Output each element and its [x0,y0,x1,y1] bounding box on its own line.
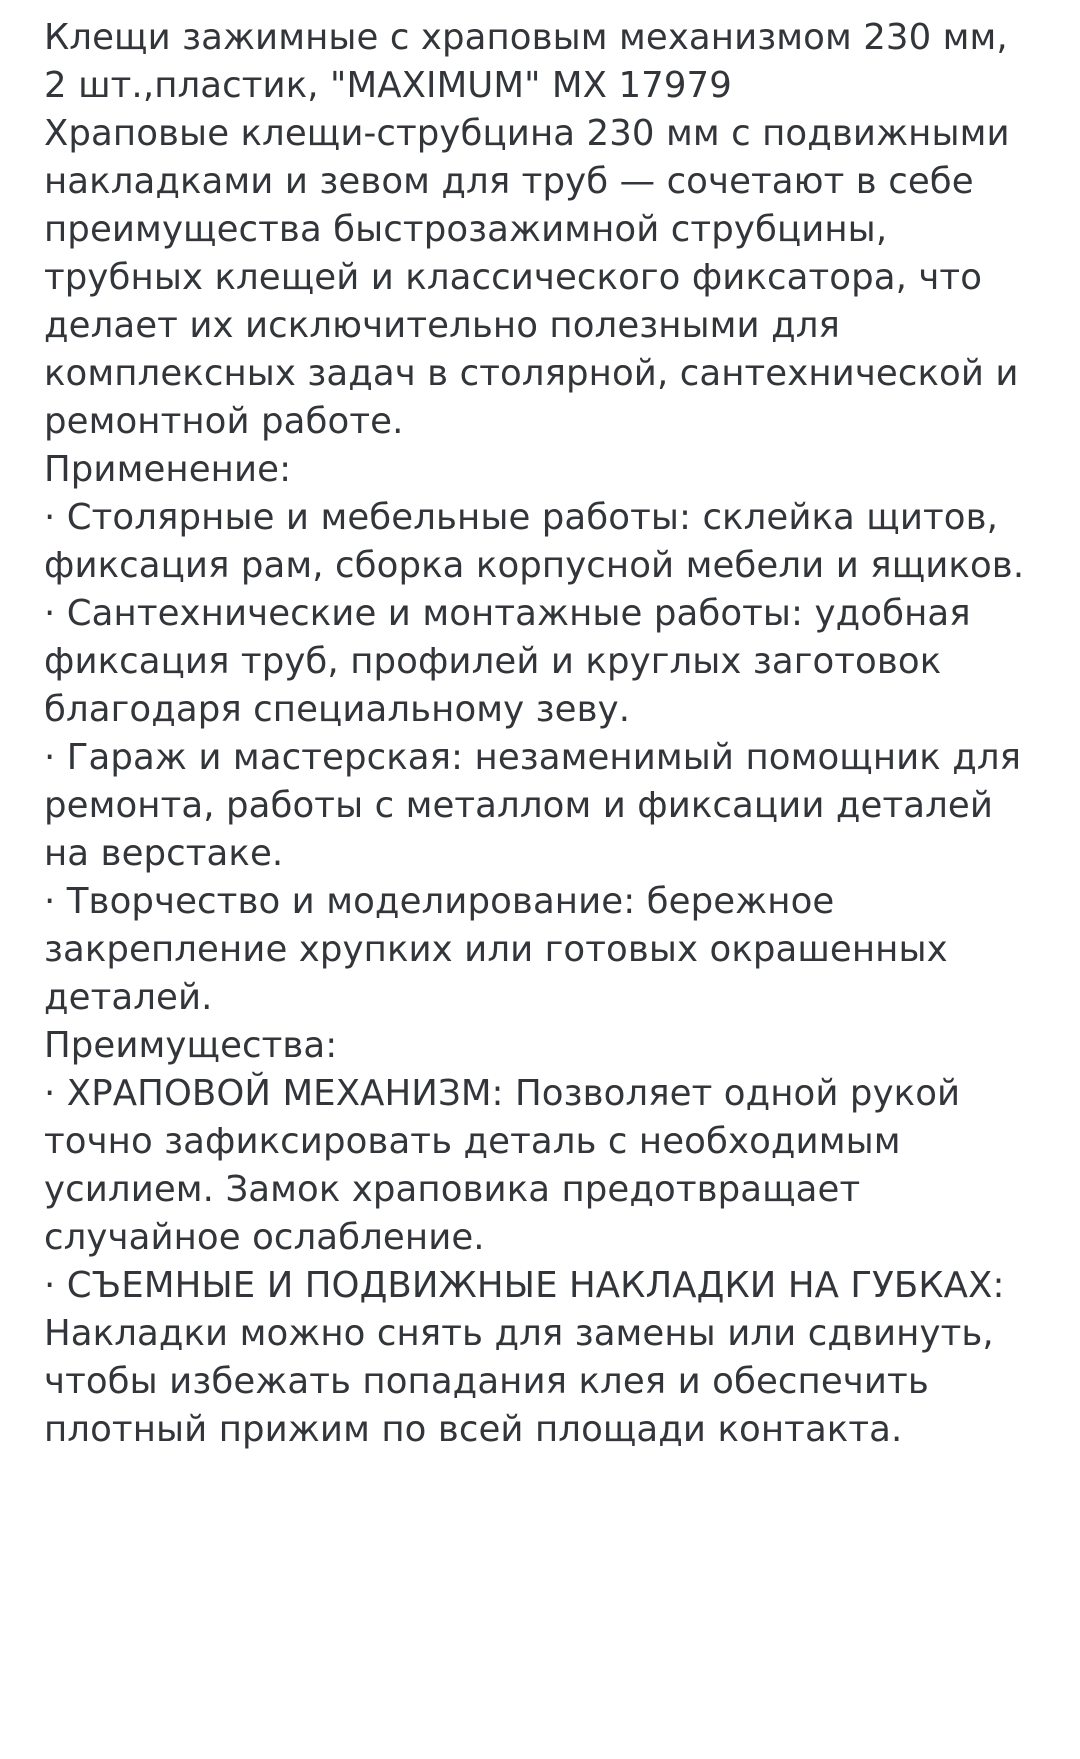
list-item: · Столярные и мебельные работы: склейка щитов, фиксация рам, сборка корпусной мебели и ящиков. [44,497,1025,586]
list-item: · ХРАПОВОЙ МЕХАНИЗМ: Позволяет одной рукой точно зафиксировать деталь с необходимым усилием. Замок храповика предотвращает случайное ослабление. [44,1073,961,1258]
description-body [44,14,1036,1454]
product-intro-paragraph: Храповые клещи-струбцина 230 мм с подвижными накладками и зевом для труб — сочетают в себе преимущества быстрозажимной струбцины, трубных клещей и классического фиксатора, что делает их исключительно полезными для комплексных задач в столярной, сантехнической и ремонтной работе. [44,113,1019,442]
section-heading-application: Применение: [44,449,292,490]
section-heading-advantages: Преимущества: [44,1025,338,1066]
list-item: · Гараж и мастерская: незаменимый помощник для ремонта, работы с металлом и фиксации деталей на верстаке. [44,737,1022,874]
list-item: · Сантехнические и монтажные работы: удобная фиксация труб, профилей и круглых заготовок благодаря специальному зеву. [44,593,971,730]
list-item: · СЪЕМНЫЕ И ПОДВИЖНЫЕ НАКЛАДКИ НА ГУБКАХ: Накладки можно снять для замены или сдвинуть, чтобы избежать попадания клея и обеспечить плотный прижим по всей площади контакта. [44,1265,1005,1450]
list-item: · Творчество и моделирование: бережное закрепление хрупких или готовых окрашенных деталей. [44,881,948,1018]
product-title: Клещи зажимные с храповым механизмом 230 мм, 2 шт.,пластик, "MAXIMUM" MX 17979 [44,17,1008,106]
